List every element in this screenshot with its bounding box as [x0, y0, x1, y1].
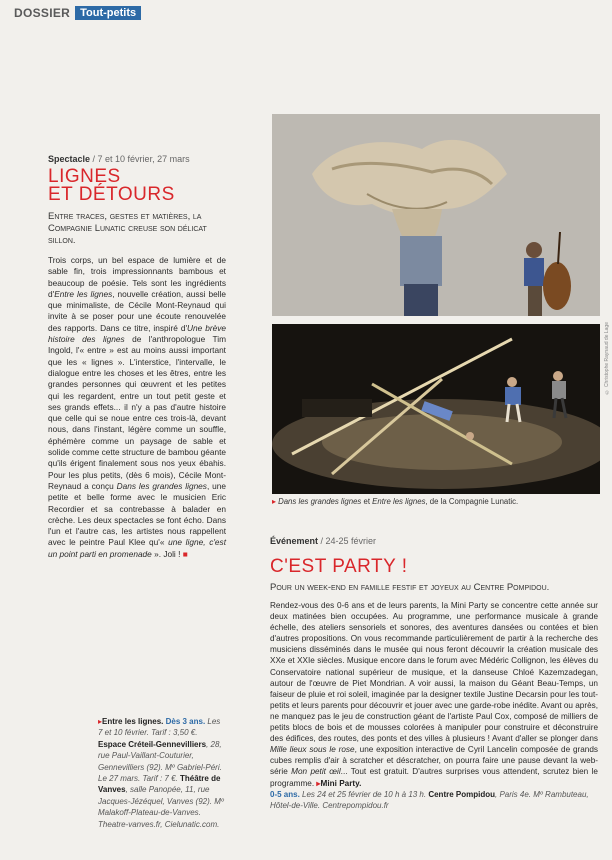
kicker2-category: Événement [270, 536, 319, 546]
title-line-2: ET DÉTOURS [48, 184, 175, 205]
article2-practical-info: 0-5 ans. Les 24 et 25 février de 10 h à 13 h. Centre Pompidou, Paris 4e. Mº Rambuteau, Hôtel-de-Ville. Centrepompidou.fr [270, 789, 589, 810]
article-lignes [48, 154, 226, 560]
photo-dancer-fabric [272, 114, 600, 316]
article2-title: C'EST PARTY ! [270, 556, 408, 577]
article1-practical-info: ▸Entre les lignes. Dès 3 ans. Les 7 et 10 février. Tarif : 3,50 €. Espace Créteil-Gennevilliers, 28, rue Paul-Vaillant-Couturier, Gennevilliers (92). Mº Gabriel-Péri. Le 27 mars. Tarif : 7 €. Théâtre de Vanves, salle Panopée, 11, rue Jacques-Jézéquel, Vanves (92). Mº Malakoff-Plateau-de-Vanves. Theatre-vanves.fr, Cielunatic.com. [98, 717, 224, 829]
section-label: DOSSIER [14, 6, 71, 20]
kicker-category: Spectacle [48, 154, 91, 164]
article-cest-party [270, 536, 598, 811]
caption-arrow-icon: ▸ [272, 497, 276, 506]
photo-credit: © Christophe Raynaud de Lage [604, 322, 610, 395]
article2-lede: Pour un week-end en famille festif et joyeux au Centre Pompidou. [270, 582, 550, 593]
article-body: Trois corps, un bel espace de lumière et de sable fin, trois impressionnants bambous et beaucoup de poésie. Tels sont les ingrédients d'Entre les lignes, nouvelle création, aussi belle que minimaliste, de Cécile Mont-Reynaud qui invite à se poser pour une écoute renouvelée des rapports. Dans ce titre, inspiré d'Une brève histoire des lignes de l'anthropologue Tim Ingold, l'« entre » est au moins aussi important que les « lignes ». L'interstice, l'intervalle, le dialogue entre les choses et les êtres, entre les grandes personnes qui œuvrent et les petites qui les regardent, entre un tout petit geste et ses grands effets... il n'y a pas d'autre histoire que celle qui se noue entre ces trois-là, devant nous, dans l'instant, légère comme un souffle, éphémère comme un paysage de sable et solide comme cette structure de bambou géante qu'ils érigent finalement sous nos yeux ébahis. Pour les plus petits, (dès 6 mois), Cécile Mont-Reynaud a conçu Dans les grandes lignes, une petite et belle forme avec le musicien Eric Recordier et sa contrebasse à balader en crèche. Les deux spectacles se font écho. Dans l'un et l'autre cas, les artistes nous rappellent avec le peintre Paul Klee qu'« une ligne, c'est un point parti en promenade ». Joli ! ■ [48, 255, 227, 559]
kicker-dates: / 7 et 10 février, 27 mars [90, 154, 190, 164]
kicker2-dates: / 24-25 février [318, 536, 377, 546]
section-tag: Tout-petits [75, 6, 141, 20]
article2-kicker [270, 536, 598, 546]
article2-body: Rendez-vous des 0-6 ans et de leurs parents, la Mini Party se concentre cette année sur deux matinées bien occupées. Au programme, une performance musicale à grande échelle, des ateliers sensoriels et sonores, des aventures dansées ou contées et bien d'autres propositions. On vous recommande particulièrement de partir à la recherche des musiciens disséminés dans le musée qui nous feront découvrir la création musicale des XXe et XXIe siècles. Musique encore dans le forum avec Médéric Collignon, les élèves du Conservatoire national supérieur de musique, et la danseuse Chloé Kazemzadegan, autour de l'œuvre de Piet Mondrian. A voir aussi, la maison du Géant Beau-Temps, un faiseur de pluie et roi soleil, imaginée par la designer textile Justine Decarsin pour les tout-petits et leurs parents pour découvrir et jouer avec une garde-robe inédite. Avant ou après, ne manquez pas le jeu de construction géant de l'artiste Paul Cox, composé de milliers de petits blocs de bois et de mousses colorées à manipuler pour construire et déconstruire des édifices, des routes, des ponts et des villes à plusieurs ! Avant d'aller se plonger dans Mille lieux sous le rose, une exposition interactive de Cyril Lancelin composée de grands cubes remplis d'air à scratcher et déscratcher, on pourra faire une pause devant la web-série Mon petit œil... Tout est gratuit. D'autres surprises vous attendent, scrutez bien le programme. ▸Mini Party. [270, 601, 599, 788]
title-line-1: LIGNES [48, 166, 121, 187]
info-arrow-icon: ▸ [98, 717, 103, 726]
photo-caption: ▸ Dans les grandes lignes et Entre les lignes, de la Compagnie Lunatic. [272, 497, 519, 506]
article-title [48, 168, 226, 204]
photo-stage-bamboo [272, 324, 600, 494]
article-lede: Entre traces, gestes et matières, la Compagnie Lunatic creuse son délicat sillon. [48, 211, 207, 246]
article-kicker [48, 154, 226, 164]
end-mark: ■ [182, 548, 188, 559]
info2-arrow-icon: ▸ [316, 778, 321, 788]
section-header [14, 6, 141, 20]
